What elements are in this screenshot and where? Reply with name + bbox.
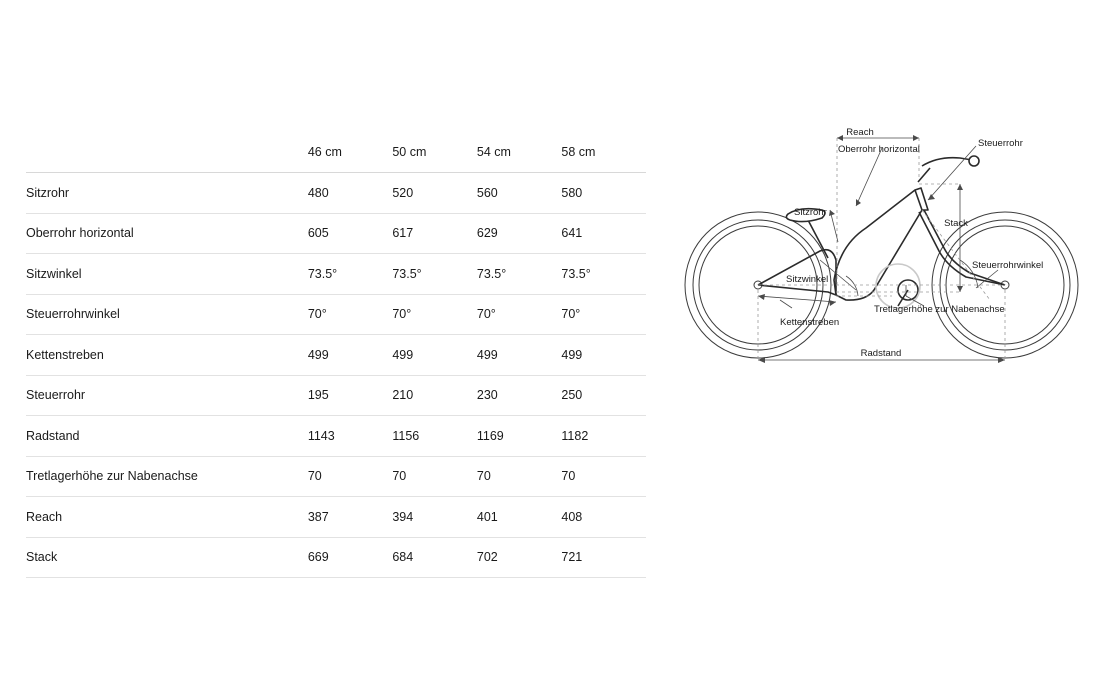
row-label: Reach	[26, 497, 308, 538]
diagram-label-radstand: Radstand	[860, 348, 902, 359]
row-value: 70°	[308, 294, 393, 335]
reach-arrow-right	[913, 135, 919, 141]
row-value: 480	[308, 173, 393, 214]
bike-geometry-diagram	[660, 110, 1100, 400]
row-value: 1182	[561, 416, 646, 457]
diagram-label-tretlagerhoehe: Tretlagerhöhe zur Nabenachse	[874, 304, 1005, 315]
row-value: 387	[308, 497, 393, 538]
row-value: 195	[308, 375, 393, 416]
row-value: 73.5°	[561, 254, 646, 295]
table-row	[26, 294, 646, 335]
row-label: Radstand	[26, 416, 308, 457]
table-body	[26, 173, 646, 578]
diagram-label-kettenstreben: Kettenstreben	[780, 317, 840, 328]
row-value: 669	[308, 537, 393, 578]
row-value: 1143	[308, 416, 393, 457]
row-value: 73.5°	[477, 254, 562, 295]
row-value: 580	[561, 173, 646, 214]
table-row	[26, 254, 646, 295]
stack-arrow-bottom	[957, 286, 963, 292]
row-label: Sitzwinkel	[26, 254, 308, 295]
row-value: 641	[561, 213, 646, 254]
row-value: 1156	[392, 416, 477, 457]
kettenstreben-arrow-right	[829, 300, 836, 306]
geometry-table	[26, 132, 646, 578]
header-cell-size-1: 46 cm	[308, 132, 393, 173]
header-cell-size-2: 50 cm	[392, 132, 477, 173]
row-value: 520	[392, 173, 477, 214]
table-row	[26, 213, 646, 254]
row-label: Oberrohr horizontal	[26, 213, 308, 254]
sitzwinkel-angle-arc	[846, 276, 858, 296]
row-value: 702	[477, 537, 562, 578]
handlebar-stem	[918, 168, 930, 182]
sitzrohr-arrow-top	[829, 210, 835, 216]
kettenstreben-arrow-left	[758, 294, 765, 300]
row-label: Steuerrohr	[26, 375, 308, 416]
table-row	[26, 416, 646, 457]
frame-head-tube	[915, 188, 928, 210]
row-value: 499	[392, 335, 477, 376]
row-value: 499	[561, 335, 646, 376]
table-row	[26, 335, 646, 376]
row-value: 73.5°	[308, 254, 393, 295]
row-value: 70	[308, 456, 393, 497]
table-row	[26, 456, 646, 497]
row-value: 230	[477, 375, 562, 416]
row-label: Tretlagerhöhe zur Nabenachse	[26, 456, 308, 497]
row-value: 70°	[392, 294, 477, 335]
row-label: Kettenstreben	[26, 335, 308, 376]
table-row	[26, 537, 646, 578]
steuerrohr-leader	[928, 146, 976, 200]
kettenstreben-leader	[780, 300, 792, 308]
row-value: 629	[477, 213, 562, 254]
frame-chainstay	[758, 285, 836, 295]
reach-arrow-left	[837, 135, 843, 141]
header-cell-label	[26, 132, 308, 173]
row-value: 684	[392, 537, 477, 578]
table-row	[26, 375, 646, 416]
header-cell-size-3: 54 cm	[477, 132, 562, 173]
handlebar-grip	[969, 156, 979, 166]
row-value: 401	[477, 497, 562, 538]
row-label: Sitzrohr	[26, 173, 308, 214]
row-value: 70	[392, 456, 477, 497]
row-value: 499	[308, 335, 393, 376]
diagram-label-sitzwinkel: Sitzwinkel	[786, 274, 829, 285]
row-value: 721	[561, 537, 646, 578]
table-header	[26, 132, 646, 173]
row-value: 605	[308, 213, 393, 254]
row-value: 73.5°	[392, 254, 477, 295]
kettenstreben-dimension	[758, 296, 836, 302]
row-label: Steuerrohrwinkel	[26, 294, 308, 335]
table-row	[26, 497, 646, 538]
diagram-label-sitzrohr: Sitzrohr	[794, 207, 827, 218]
row-value: 70	[477, 456, 562, 497]
header-cell-size-4: 58 cm	[561, 132, 646, 173]
row-value: 617	[392, 213, 477, 254]
row-value: 408	[561, 497, 646, 538]
row-value: 394	[392, 497, 477, 538]
diagram-label-stack: Stack	[944, 218, 968, 229]
stack-arrow-top	[957, 184, 963, 190]
row-label: Stack	[26, 537, 308, 578]
diagram-label-oberrohr-horizontal: Oberrohr horizontal	[838, 144, 920, 155]
row-value: 70°	[561, 294, 646, 335]
table-row	[26, 173, 646, 214]
row-value: 250	[561, 375, 646, 416]
diagram-label-steuerrohr: Steuerrohr	[978, 138, 1023, 149]
row-value: 70°	[477, 294, 562, 335]
table-header-row	[26, 132, 646, 173]
row-value: 1169	[477, 416, 562, 457]
diagram-label-reach: Reach	[846, 127, 874, 138]
diagram-label-steuerrohrwinkel: Steuerrohrwinkel	[972, 260, 1044, 271]
row-value: 210	[392, 375, 477, 416]
oberrohr-leader	[856, 148, 882, 206]
steuerrohr-arrow	[928, 194, 935, 200]
row-value: 70	[561, 456, 646, 497]
row-value: 499	[477, 335, 562, 376]
row-value: 560	[477, 173, 562, 214]
